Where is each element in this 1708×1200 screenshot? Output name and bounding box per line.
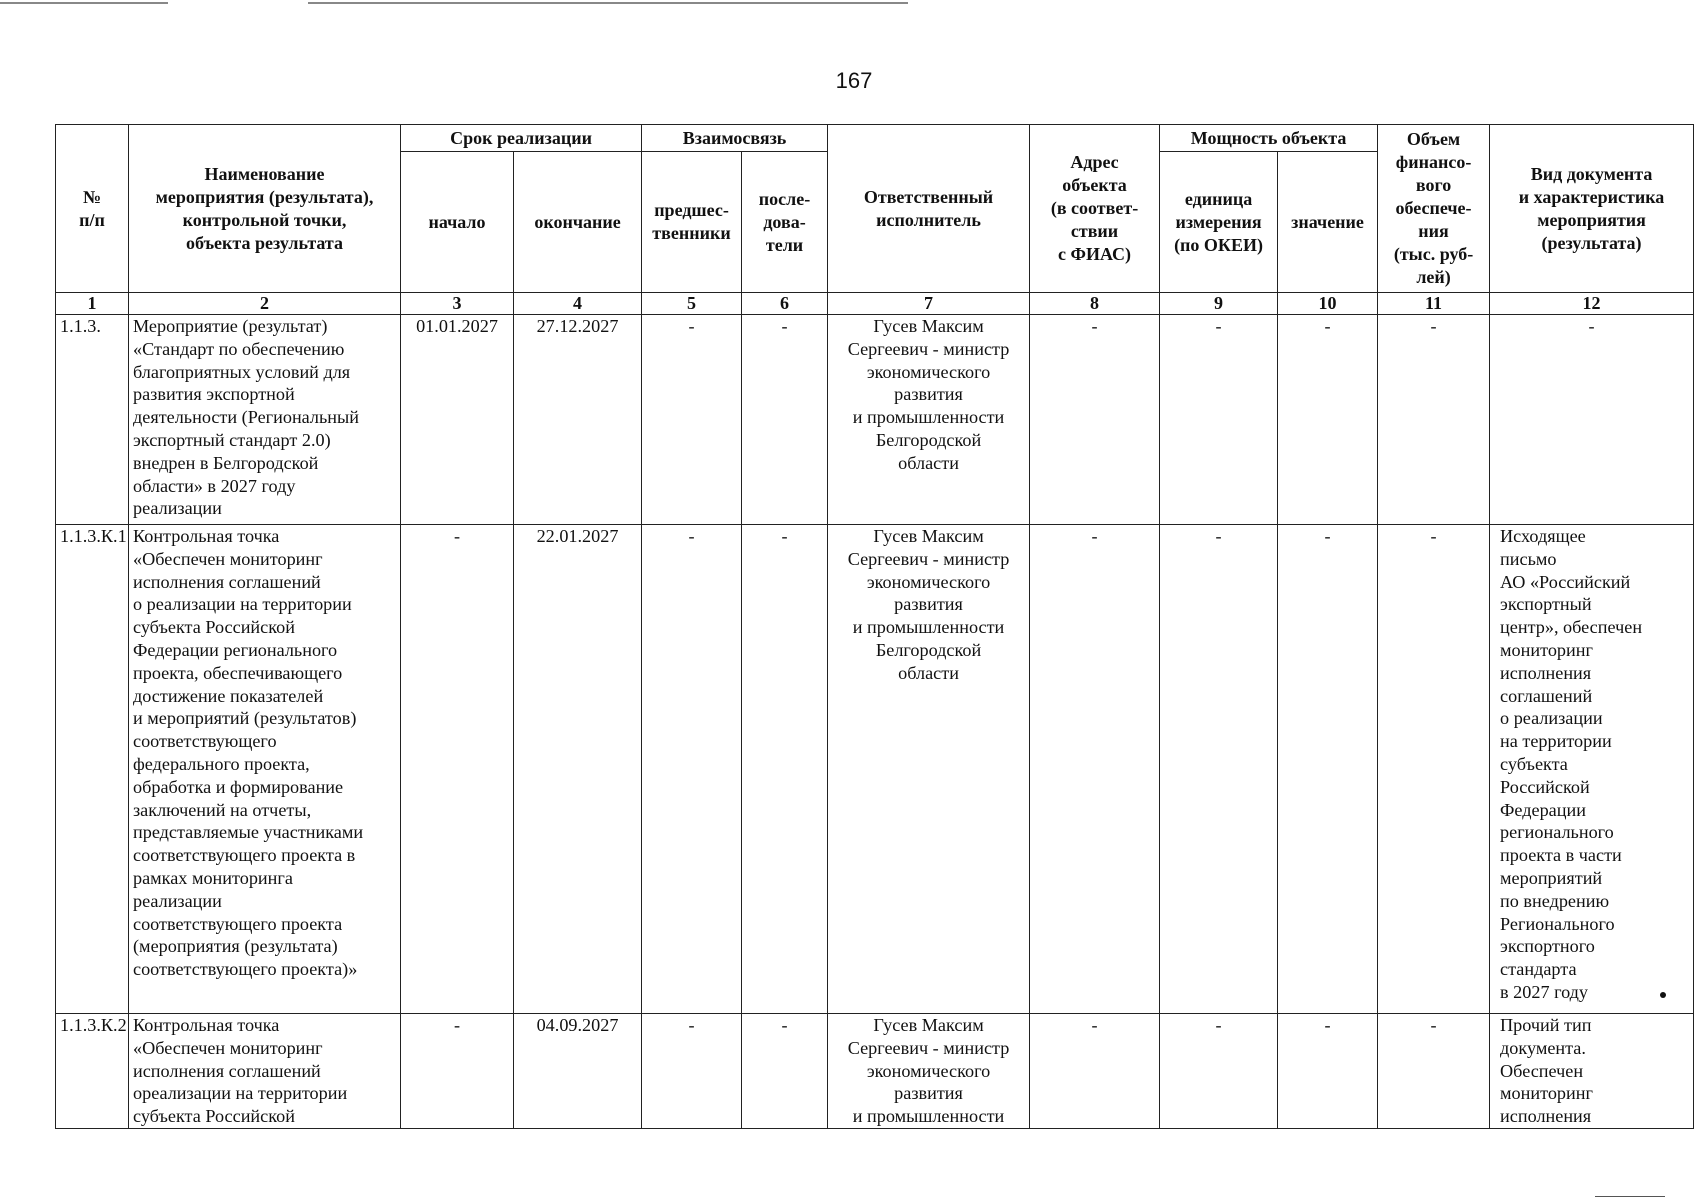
row-responsible: Гусев Максим Сергеевич - министр экономического развития и промышленности [828, 1014, 1030, 1129]
row-unit: - [1160, 525, 1278, 1014]
row-name: Контрольная точка «Обеспечен мониторинг исполнения соглашений ореализации на территории субъекта Российской [129, 1014, 401, 1129]
row-end: 22.01.2027 [514, 525, 642, 1014]
row-value: - [1278, 525, 1378, 1014]
row-address: - [1030, 525, 1160, 1014]
row-financing: - [1378, 315, 1490, 525]
header-financing: Объем финансо- вого обеспече- ния (тыс. руб- лей) [1378, 125, 1490, 293]
row-value: - [1278, 1014, 1378, 1129]
page-number: 167 [835, 68, 873, 93]
column-number: 12 [1490, 293, 1694, 315]
row-value: - [1278, 315, 1378, 525]
column-number: 6 [742, 293, 828, 315]
column-number: 3 [401, 293, 514, 315]
header-term-group: Срок реализации [401, 125, 642, 152]
header-unit: единица измерения (по ОКЕИ) [1160, 152, 1278, 293]
header-predecessors: предшес- твенники [642, 152, 742, 293]
table-row [56, 315, 1694, 525]
row-predecessors: - [642, 525, 742, 1014]
row-predecessors: - [642, 315, 742, 525]
column-number: 1 [56, 293, 129, 315]
row-financing: - [1378, 1014, 1490, 1129]
row-predecessors: - [642, 1014, 742, 1129]
column-number-row [56, 293, 1694, 315]
row-successors: - [742, 1014, 828, 1129]
row-document: Прочий тип документа. Обеспечен мониторинг исполнения [1490, 1014, 1694, 1129]
row-address: - [1030, 315, 1160, 525]
header-link-group: Взаимосвязь [642, 125, 828, 152]
header-name: Наименование мероприятия (результата), контрольной точки, объекта результата [129, 125, 401, 293]
row-start: - [401, 525, 514, 1014]
column-number: 2 [129, 293, 401, 315]
column-number: 4 [514, 293, 642, 315]
row-end: 27.12.2027 [514, 315, 642, 525]
scan-edge-line-right [308, 2, 908, 4]
column-number: 8 [1030, 293, 1160, 315]
row-responsible: Гусев Максим Сергеевич - министр экономического развития и промышленности Белгородской области [828, 525, 1030, 1014]
table-row [56, 1014, 1694, 1129]
row-successors: - [742, 315, 828, 525]
row-document: - [1490, 315, 1694, 525]
row-name: Мероприятие (результат) «Стандарт по обеспечению благоприятных условий для развития экспортной деятельности (Региональный экспортный стандарт 2.0) внедрен в Белгородской области» в 2027 году реализации [129, 315, 401, 525]
column-number: 5 [642, 293, 742, 315]
scan-edge-line-bottom [1595, 1196, 1665, 1197]
row-code: 1.1.3.К.1 [56, 525, 129, 1014]
row-financing: - [1378, 525, 1490, 1014]
row-document: Исходящее письмо АО «Российский экспортный центр», обеспечен мониторинг исполнения соглашений о реализации на территории субъекта Российской Федерации регионального проекта в части мероприятий по внедрению Регионального экспортного стандарта в 2027 году [1490, 525, 1694, 1014]
bullet-dot-mark [1660, 992, 1666, 998]
header-power-group: Мощность объекта [1160, 125, 1378, 152]
row-unit: - [1160, 1014, 1278, 1129]
row-unit: - [1160, 315, 1278, 525]
header-address: Адрес объекта (в соответ- ствии с ФИАС) [1030, 125, 1160, 293]
row-address: - [1030, 1014, 1160, 1129]
scan-edge-line-left [0, 2, 168, 4]
row-end: 04.09.2027 [514, 1014, 642, 1129]
row-code: 1.1.3.К.2 [56, 1014, 129, 1129]
row-start: - [401, 1014, 514, 1129]
row-start: 01.01.2027 [401, 315, 514, 525]
column-number: 11 [1378, 293, 1490, 315]
header-successors: после- дова- тели [742, 152, 828, 293]
row-successors: - [742, 525, 828, 1014]
row-name: Контрольная точка «Обеспечен мониторинг исполнения соглашений о реализации на территории субъекта Российской Федерации регионального проекта, обеспечивающего достижение показателей и мероприятий (результатов) соответствующего федерального проекта, обработка и формирование заключений на отчеты, представляемые участниками соответствующего проекта в рамках мониторинга реализации соответствующего проекта (мероприятия (результата) соответствующего проекта)» [129, 525, 401, 1014]
header-row-1 [56, 125, 1694, 152]
row-responsible: Гусев Максим Сергеевич - министр экономического развития и промышленности Белгородской области [828, 315, 1030, 525]
header-responsible: Ответственный исполнитель [828, 125, 1030, 293]
row-code: 1.1.3. [56, 315, 129, 525]
header-end: окончание [514, 152, 642, 293]
header-value: значение [1278, 152, 1378, 293]
header-number: № п/п [56, 125, 129, 293]
events-table [55, 124, 1694, 1129]
column-number: 10 [1278, 293, 1378, 315]
table-row [56, 525, 1694, 1014]
header-start: начало [401, 152, 514, 293]
header-document: Вид документа и характеристика мероприятия (результата) [1490, 125, 1694, 293]
column-number: 7 [828, 293, 1030, 315]
column-number: 9 [1160, 293, 1278, 315]
